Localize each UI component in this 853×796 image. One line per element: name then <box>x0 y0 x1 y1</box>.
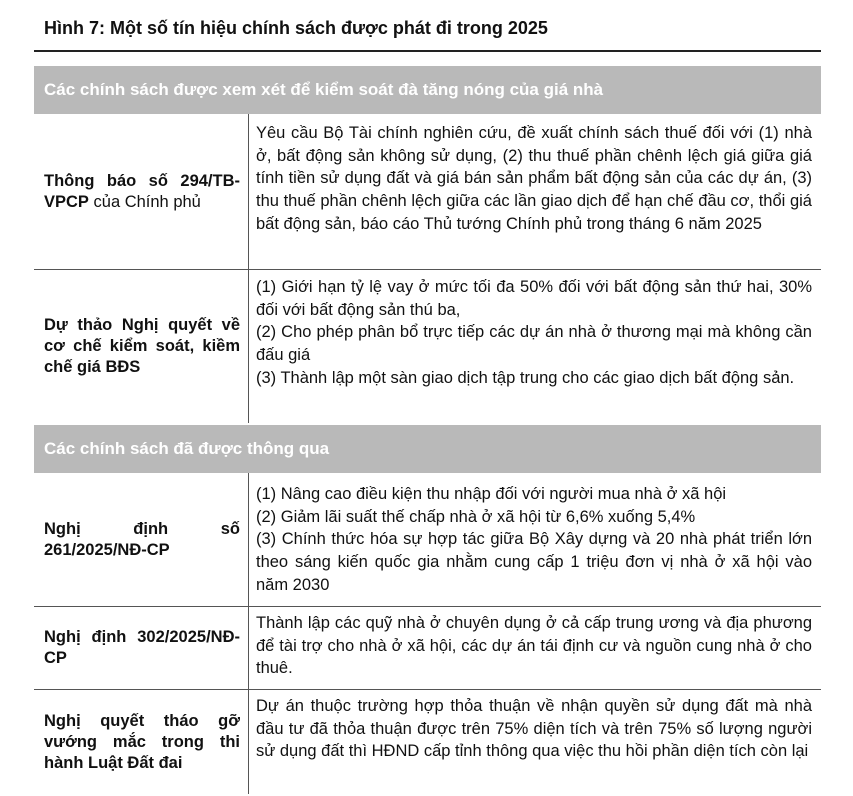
section-header-approved <box>34 425 821 473</box>
description-line: (3) Chính thức hóa sự hợp tác giữa Bộ Xây dựng và 20 nhà phát triển lớn theo sáng kiến quốc gia nhằm cung cấp 1 triệu đơn vị nhà ở xã hội vào năm 2030 <box>256 530 812 594</box>
policy-description <box>256 122 812 236</box>
policy-label <box>44 114 240 269</box>
policy-label <box>44 607 240 689</box>
column-divider <box>248 114 249 269</box>
policy-row <box>34 270 821 423</box>
policy-description <box>256 276 812 390</box>
policy-description <box>256 612 812 680</box>
section-heading-text: Các chính sách được xem xét để kiểm soát đà tăng nóng của giá nhà <box>44 80 604 99</box>
title-divider <box>34 50 821 52</box>
description-line: Thành lập các quỹ nhà ở chuyên dụng ở cả cấp trung ương và địa phương để tài trợ cho nhà ở xã hội, các dự án tái định cư và nguồn cung nhà ở cho thuê. <box>256 614 812 678</box>
policy-label <box>44 690 240 794</box>
column-divider <box>248 270 249 423</box>
policy-label-bold: Thông báo số 294/TB-VPCP <box>44 171 240 211</box>
policy-row <box>34 114 821 270</box>
description-line: (2) Giảm lãi suất thế chấp nhà ở xã hội từ 6,6% xuống 5,4% <box>256 507 696 526</box>
policy-description <box>256 695 812 763</box>
description-line: Dự án thuộc trường hợp thỏa thuận về nhận quyền sử dụng đất mà nhà đầu tư đã thỏa thuận được trên 75% diện tích và trên 75% số lượng người sử dụng đất thì HĐND cấp tỉnh thông qua việc thu hồi phần diện tích còn lại <box>256 697 812 761</box>
policy-row <box>34 473 821 607</box>
policy-label-bold: Dự thảo Nghị quyết về cơ chế kiểm soát, kiềm chế giá BĐS <box>44 316 240 376</box>
description-line: (1) Nâng cao điều kiện thu nhập đối với người mua nhà ở xã hội <box>256 485 727 503</box>
policy-label-bold: Nghị định số 261/2025/NĐ-CP <box>44 519 240 559</box>
description-line: Yêu cầu Bộ Tài chính nghiên cứu, đề xuất chính sách thuế đối với (1) nhà ở, bất động sản không sử dụng, (2) thu thuế phần chênh lệch giá giữa giá tính tiền sử dụng đất và giá bán sản phẩm bất động sản của các dự án, (3) thu thuế phần chênh lệch giữa các lần giao dịch để hạn chế đầu cơ, thổi giá bất động sản, báo cáo Thủ tướng Chính phủ trong tháng 6 năm 2025 <box>256 124 812 233</box>
column-divider <box>248 473 249 606</box>
policy-label-bold: Nghị quyết tháo gỡ vướng mắc trong thi hành Luật Đất đai <box>44 711 240 772</box>
policy-description <box>256 483 812 597</box>
column-divider <box>248 690 249 794</box>
policy-label <box>44 473 240 606</box>
policy-label <box>44 270 240 423</box>
figure-title: Hình 7: Một số tín hiệu chính sách được phát đi trong 2025 <box>44 18 548 38</box>
column-divider <box>248 607 249 689</box>
policy-row <box>34 690 821 794</box>
policy-row <box>34 607 821 690</box>
description-line: (3) Thành lập một sàn giao dịch tập trung cho các giao dịch bất động sản. <box>256 368 795 387</box>
description-line: (1) Giới hạn tỷ lệ vay ở mức tối đa 50% đối với bất động sản thứ hai, 30% đối với bất động sản thú ba, <box>256 278 812 319</box>
section-header-considered <box>34 66 821 114</box>
policy-label-rest: của Chính phủ <box>88 192 201 211</box>
section-heading-text: Các chính sách đã được thông qua <box>44 439 330 458</box>
description-line: (2) Cho phép phân bổ trực tiếp các dự án nhà ở thương mại mà không cần đấu giá <box>256 323 812 365</box>
policy-label-bold: Nghị định 302/2025/NĐ-CP <box>44 628 240 667</box>
